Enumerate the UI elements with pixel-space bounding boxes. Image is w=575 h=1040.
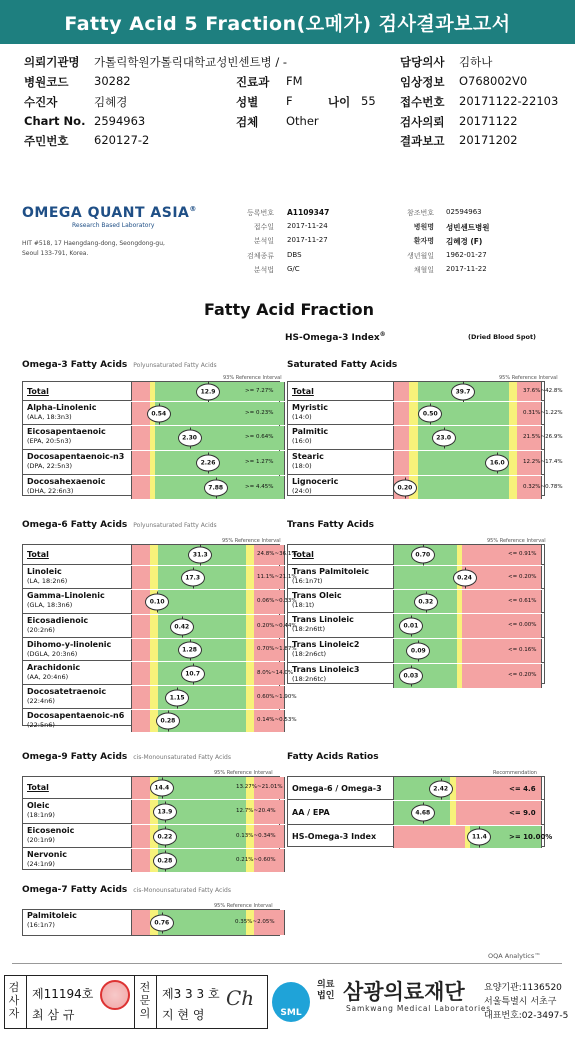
value-marker: 4.68: [411, 805, 435, 822]
row-name-text: Total: [27, 386, 49, 396]
table-row: [23, 825, 279, 848]
row-name: [292, 387, 314, 397]
reference-interval-label: 95% Reference Interval: [487, 538, 546, 544]
meta-value: 2017-11-24: [287, 222, 328, 231]
row-subname: (16:0): [292, 437, 312, 445]
row-name-text: Palmitic: [292, 427, 329, 436]
reference-interval-label: 95% Reference Interval: [499, 375, 558, 381]
table-row: [288, 590, 544, 613]
value-marker: 0.50: [418, 405, 442, 422]
table-row: [288, 826, 553, 848]
dept-label: 진료과: [236, 75, 270, 89]
table-row: [288, 382, 563, 401]
row-subname: (18:2n6tt): [292, 625, 326, 633]
reference-range: 24.8%~36.1%: [257, 551, 297, 557]
row-subname: (DHA, 22:6n3): [27, 487, 74, 495]
row-name: [27, 911, 77, 930]
reference-range: <= 0.91%: [508, 551, 537, 557]
inst-value: 가톨릭학원가톨릭대학교성빈센트병 / -: [94, 55, 288, 69]
value-marker: 0.54: [147, 405, 171, 422]
rrn-label: 주민번호: [24, 134, 69, 148]
row-name-text: Alpha-Linolenic: [27, 403, 97, 412]
meta-label: 분석법: [253, 265, 274, 274]
row-name: [27, 783, 49, 793]
row-name: [27, 403, 96, 422]
org-small: 의료법인: [317, 980, 335, 1001]
row-name-text: AA / EPA: [292, 808, 330, 817]
sml-logo-icon: SML: [272, 982, 310, 1022]
row-name: [292, 665, 359, 684]
row-name-text: Eicosadienoic: [27, 616, 89, 625]
reference-range: 11.1%~21.1%: [257, 573, 297, 580]
lab-address-2: Seoul 133-791, Korea.: [22, 250, 89, 257]
specialist-license: 제3 3 3 호: [162, 987, 220, 1001]
row-subname: (GLA, 18:3n6): [27, 601, 73, 609]
reference-range: 0.14%~0.53%: [257, 717, 297, 723]
value-marker: 31.3: [188, 547, 212, 564]
section-title-omega7: [22, 885, 231, 895]
reference-range: >= 0.23%: [245, 409, 274, 416]
clin-label: 임상정보: [400, 75, 445, 89]
value-marker: 0.09: [406, 643, 430, 660]
meta-label: 접수일: [253, 223, 274, 232]
examiner-license: 제11194호: [32, 987, 94, 1001]
row-name-text: Docosapentaenoic-n3: [27, 452, 125, 461]
row-subname: (22:5n6): [27, 721, 55, 729]
row-name: [27, 850, 67, 869]
row-subname: (18:1n9): [27, 811, 55, 819]
reference-range: 37.6%~42.8%: [523, 387, 563, 394]
table-row: [23, 566, 297, 589]
reference-range: 0.13%~0.34%: [236, 832, 276, 839]
table-saturated: [287, 381, 563, 496]
reference-range: 21.5%~26.9%: [523, 434, 563, 440]
reference-range: <= 0.20%: [508, 672, 537, 678]
table-row: [288, 451, 563, 475]
table-row: [23, 476, 279, 499]
section-title-text: Fatty Acids Ratios: [287, 752, 379, 762]
range-bar: [393, 426, 542, 450]
value-marker: 0.32: [414, 593, 438, 610]
value-marker: 0.24: [453, 569, 477, 586]
row-name-text: Myristic: [292, 403, 328, 412]
value-marker: 12.9: [196, 383, 220, 400]
table-ratios: [287, 776, 553, 847]
row-name-text: Eicosenoic: [27, 826, 75, 835]
org-line-1: 요양기관:1136520: [484, 983, 562, 993]
table-row: [288, 566, 544, 589]
age-value: 55: [361, 94, 376, 108]
reference-range: >= 1.27%: [245, 459, 274, 465]
reference-interval-label: 95% Reference Interval: [214, 770, 273, 776]
res-value: 20171202: [459, 133, 518, 147]
meta-label: 참조번호: [406, 209, 434, 217]
row-name-text: Arachidonic: [27, 663, 81, 672]
row-subname: (18:2n6ct): [292, 650, 327, 658]
reference-range: >= 7.27%: [245, 387, 274, 394]
row-name: [292, 567, 369, 586]
value-marker: 0.28: [153, 852, 177, 869]
reference-range: 12.2%~17.4%: [523, 459, 563, 465]
doc-value: 김하나: [459, 55, 493, 69]
code-label: 병원코드: [24, 75, 69, 89]
row-subname: (DPA, 22:5n3): [27, 462, 73, 470]
row-name-text: Dihomo-y-linolenic: [27, 640, 112, 649]
row-name: [27, 452, 124, 471]
reference-range: >= 10.00%: [509, 833, 553, 841]
row-subname: (18:0): [292, 462, 312, 470]
row-name-text: Trans Oleic: [292, 591, 342, 600]
seal-stamp-icon: [100, 980, 130, 1010]
table-row: [23, 426, 279, 450]
range-bar: [393, 451, 542, 475]
inst-label: 의뢰기관명: [24, 55, 80, 69]
patient-value: 김혜경: [94, 95, 128, 109]
value-marker: 7.88: [204, 479, 228, 496]
section-title-trans: [287, 520, 374, 530]
recno-label: 접수번호: [400, 95, 445, 109]
value-marker: 2.26: [196, 455, 220, 472]
res-label: 결과보고: [400, 134, 445, 148]
meta-label: 분석일: [253, 237, 274, 246]
row-subname: (18:1t): [292, 601, 315, 609]
section-subtitle: Polyunsaturated Fatty Acids: [133, 522, 217, 529]
row-name: [27, 550, 49, 560]
rrn-value: 620127-2: [94, 133, 150, 147]
reference-range: 0.32%~0.78%: [523, 483, 563, 490]
reference-range: >= 4.45%: [245, 483, 274, 490]
row-name: [27, 477, 105, 496]
row-subname: (16:1n7): [27, 921, 55, 929]
table-row: [288, 402, 563, 425]
org-line-2: 서울특별시 서초구: [484, 997, 557, 1007]
value-marker: 2.42: [429, 780, 453, 797]
value-marker: 0.42: [170, 618, 194, 635]
row-subname: (20:1n9): [27, 836, 55, 844]
chart-label: Chart No.: [24, 114, 86, 128]
table-row: [288, 476, 563, 499]
table-row: [288, 614, 544, 638]
code-value: 30282: [94, 74, 131, 88]
sex-value: F: [286, 94, 293, 108]
value-marker: 11.4: [467, 829, 491, 846]
reference-interval-label: 95% Reference Interval: [222, 538, 281, 544]
section-subtitle: cis-Monounsaturated Fatty Acids: [133, 754, 231, 761]
section-subtitle: Polyunsaturated Fatty Acids: [133, 362, 217, 369]
value-marker: 0.01: [399, 618, 423, 635]
lab-address-1: HIT #518, 17 Haengdang-dong, Seongdong-gu,: [22, 240, 165, 247]
table-row: [23, 710, 297, 732]
row-name: [27, 387, 49, 397]
value-marker: 0.20: [393, 479, 417, 496]
table-omega3: [22, 381, 280, 496]
clin-value: O768002V0: [459, 74, 528, 88]
row-name: [27, 687, 106, 706]
value-marker: 16.0: [485, 455, 509, 472]
reference-range: <= 9.0: [509, 809, 536, 817]
row-name: [292, 591, 342, 610]
row-name: [27, 616, 88, 635]
table-row: [23, 662, 294, 685]
report-title-bar: [0, 0, 575, 44]
reference-range: 12.7%~20.4%: [236, 808, 276, 814]
section-title-ratios: [287, 752, 379, 762]
reference-range: 0.60%~1.90%: [257, 693, 297, 700]
row-name-text: Total: [292, 386, 314, 396]
reference-interval-label: 95% Reference Interval: [214, 903, 273, 909]
row-subname: (AA, 20:4n6): [27, 673, 69, 681]
table-row: [23, 849, 279, 872]
value-marker: 0.22: [153, 828, 177, 845]
section-title-text: Omega-7 Fatty Acids: [22, 885, 128, 895]
table-row: [23, 777, 283, 799]
report-title: Fatty Acid 5 Fraction(오메가) 검사결과보고서: [64, 12, 511, 35]
table-row: [288, 426, 563, 450]
row-subname: (20:2n6): [27, 626, 55, 634]
fatty-acid-fraction-title: Fatty Acid Fraction: [204, 300, 375, 319]
value-marker: 0.10: [145, 594, 169, 611]
org-name: 삼광의료재단: [343, 980, 465, 1004]
value-marker: 1.28: [178, 642, 202, 659]
doc-label: 담당의사: [400, 55, 445, 69]
reference-range: 0.20%~0.44%: [257, 622, 297, 629]
reference-range: <= 0.61%: [508, 597, 537, 604]
reference-range: <= 0.20%: [508, 573, 537, 580]
row-name-text: HS-Omega-3 Index: [292, 832, 377, 841]
meta-value: 2017-11-27: [287, 236, 328, 245]
reference-range: <= 0.00%: [508, 622, 537, 628]
row-name: [292, 640, 359, 659]
row-subname: (16:1n7t): [292, 577, 323, 585]
section-title-text: Omega-9 Fatty Acids: [22, 752, 128, 762]
row-name-text: Nervonic: [27, 850, 67, 859]
row-name-text: Docosatetraenoic: [27, 687, 107, 696]
table-row: [23, 545, 297, 565]
recno-value: 20171122-22103: [459, 94, 559, 108]
meta-label: 환자명: [413, 237, 434, 246]
row-subname: (22:4n6): [27, 697, 55, 705]
section-title-text: Trans Fatty Acids: [287, 520, 375, 530]
table-row: [288, 777, 544, 800]
row-name-text: Stearic: [292, 452, 324, 461]
table-row: [23, 800, 279, 824]
dried-blood-spot: (Dried Blood Spot): [468, 333, 537, 341]
reference-range: 0.21%~0.60%: [236, 856, 276, 863]
section-title-text: Omega-3 Fatty Acids: [22, 360, 128, 370]
reference-range: >= 0.64%: [245, 434, 274, 440]
req-label: 검사의뢰: [400, 115, 445, 129]
row-subname: (18:2n6tc): [292, 675, 327, 683]
meta-value: A1109347: [287, 208, 330, 217]
table-row: [23, 686, 297, 709]
meta-label: 채혈일: [413, 265, 434, 274]
row-name: [292, 808, 330, 818]
table-row: [23, 382, 279, 401]
row-subname: (DGLA, 20:3n6): [27, 650, 78, 658]
table-omega9: [22, 776, 283, 870]
reference-range: 13.27%~21.01%: [236, 784, 283, 790]
row-name: [27, 801, 55, 820]
meta-label: 생년월일: [406, 251, 434, 260]
row-name-text: Total: [292, 550, 314, 559]
logo-subtitle: Research Based Laboratory: [72, 222, 155, 229]
row-name: [292, 550, 314, 560]
row-name-text: Total: [27, 550, 49, 559]
org-name-en: Samkwang Medical Laboratories: [346, 1004, 491, 1013]
exam-label: 검체: [236, 115, 259, 129]
value-marker: 0.76: [150, 914, 174, 931]
row-name-text: Lignoceric: [292, 477, 339, 486]
value-marker: 17.3: [181, 569, 205, 586]
meta-value: 2017-11-22: [446, 264, 487, 273]
patient-label: 수진자: [24, 95, 58, 109]
row-name: [292, 477, 338, 496]
row-name-text: Trans Linoleic: [292, 615, 354, 624]
table-row: [288, 664, 544, 688]
table-row: [288, 639, 544, 663]
reference-range: 0.06%~0.33%: [257, 598, 297, 604]
row-subname: (24:1n9): [27, 860, 55, 868]
row-name: [27, 567, 67, 586]
value-marker: 0.70: [411, 547, 435, 564]
hs-omega3-title: HS-Omega-3 Index®: [285, 331, 386, 343]
row-name-text: Oleic: [27, 801, 50, 810]
meta-label: 등록번호: [246, 209, 274, 217]
value-marker: 23.0: [432, 430, 456, 447]
specialist-name: 지 현 영: [162, 1008, 205, 1022]
table-row: [288, 545, 544, 565]
value-marker: 0.03: [399, 668, 423, 685]
table-row: [23, 910, 279, 935]
table-row: [23, 639, 297, 661]
row-name: [292, 427, 328, 446]
row-name: [27, 427, 106, 446]
row-name: [27, 663, 80, 682]
table-row: [288, 801, 544, 825]
row-subname: (LA, 18:2n6): [27, 577, 68, 585]
row-subname: (24:0): [292, 487, 312, 495]
row-subname: (14:0): [292, 413, 312, 421]
section-title-omega3: [22, 360, 217, 370]
row-subname: (ALA, 18:3n3): [27, 413, 72, 421]
meta-label: 병원명: [413, 223, 434, 232]
row-name: [292, 452, 324, 471]
row-name-text: Trans Linoleic2: [292, 640, 360, 649]
section-title-saturated: [287, 360, 397, 370]
dept-value: FM: [286, 74, 303, 88]
row-subname: (EPA, 20:5n3): [27, 437, 72, 445]
value-marker: 39.7: [451, 383, 475, 400]
row-name-text: Total: [27, 783, 49, 792]
table-row: [23, 402, 279, 425]
oqa-logo: OMEGA QUANT ASIA®: [22, 205, 197, 221]
row-name: [27, 591, 105, 610]
sex-label: 성별: [236, 95, 259, 109]
row-name-text: Gamma-Linolenic: [27, 591, 105, 600]
row-name: [292, 832, 376, 842]
row-name-text: Linoleic: [27, 567, 62, 576]
row-name-text: Trans Palmitoleic: [292, 567, 370, 576]
reference-range: 8.0%~14.0%: [257, 669, 294, 676]
specialist-label: 전문의: [139, 981, 151, 1020]
table-omega6: [22, 544, 297, 729]
table-row: [23, 451, 279, 475]
row-name-text: Trans Linoleic3: [292, 665, 360, 674]
exam-value: Other: [286, 114, 319, 128]
reference-range: 0.31%~1.22%: [523, 409, 563, 416]
report-divider: [12, 963, 562, 964]
reference-range: <= 4.6: [509, 784, 536, 793]
value-marker: 13.9: [153, 804, 177, 821]
reference-range: 0.35%~2.05%: [235, 918, 275, 925]
value-marker: 10.7: [181, 665, 205, 682]
row-name: [292, 615, 354, 634]
table-trans: [287, 544, 545, 684]
req-value: 20171122: [459, 114, 518, 128]
row-name: [292, 784, 382, 794]
reference-range: 0.70%~1.87%: [257, 646, 297, 652]
row-name-text: Eicosapentaenoic: [27, 427, 106, 436]
row-name-text: Palmitoleic: [27, 911, 77, 920]
reference-range: <= 0.16%: [508, 647, 537, 653]
meta-value: 1962-01-27: [446, 250, 487, 259]
meta-value: 성빈센트병원: [446, 223, 490, 233]
value-marker: 1.15: [165, 689, 189, 706]
section-title-text: Saturated Fatty Acids: [287, 360, 398, 370]
meta-label: 검체종류: [246, 251, 274, 260]
signature-icon: Ch: [226, 986, 255, 1010]
row-name-text: Omega-6 / Omega-3: [292, 783, 382, 793]
reference-interval-label: 93% Reference Interval: [223, 375, 282, 381]
row-name-text: Docosahexaenoic: [27, 477, 106, 486]
reference-interval-label: Recommendation: [493, 770, 537, 776]
table-row: [23, 590, 297, 614]
value-marker: 14.4: [150, 780, 174, 797]
chart-value: 2594963: [94, 114, 146, 128]
row-name: [292, 403, 328, 422]
meta-value: DBS: [287, 250, 302, 259]
examiner-label: 검사자: [8, 981, 20, 1020]
row-name: [27, 826, 74, 845]
examiner-name: 최 삼 규: [32, 1008, 75, 1022]
section-title-omega9: [22, 752, 231, 762]
range-bar: [393, 402, 542, 425]
oqa-analytics: OQA Analytics™: [488, 952, 541, 960]
age-label: 나이: [328, 95, 351, 109]
section-title-text: Omega-6 Fatty Acids: [22, 520, 128, 530]
meta-value: 02594963: [446, 208, 482, 216]
section-title-omega6: [22, 520, 217, 530]
meta-value: G/C: [287, 264, 300, 273]
row-name: [27, 640, 111, 659]
meta-value: 김혜경 (F): [446, 237, 483, 247]
org-line-3: 대표번호:02-3497-5: [484, 1011, 569, 1021]
section-subtitle: cis-Monounsaturated Fatty Acids: [133, 887, 231, 894]
table-row: [23, 615, 297, 638]
value-marker: 2.30: [178, 430, 202, 447]
value-marker: 0.28: [156, 713, 180, 730]
row-name: [27, 711, 124, 730]
row-name-text: Docosapentaenoic-n6: [27, 711, 125, 720]
table-omega7: [22, 909, 280, 936]
